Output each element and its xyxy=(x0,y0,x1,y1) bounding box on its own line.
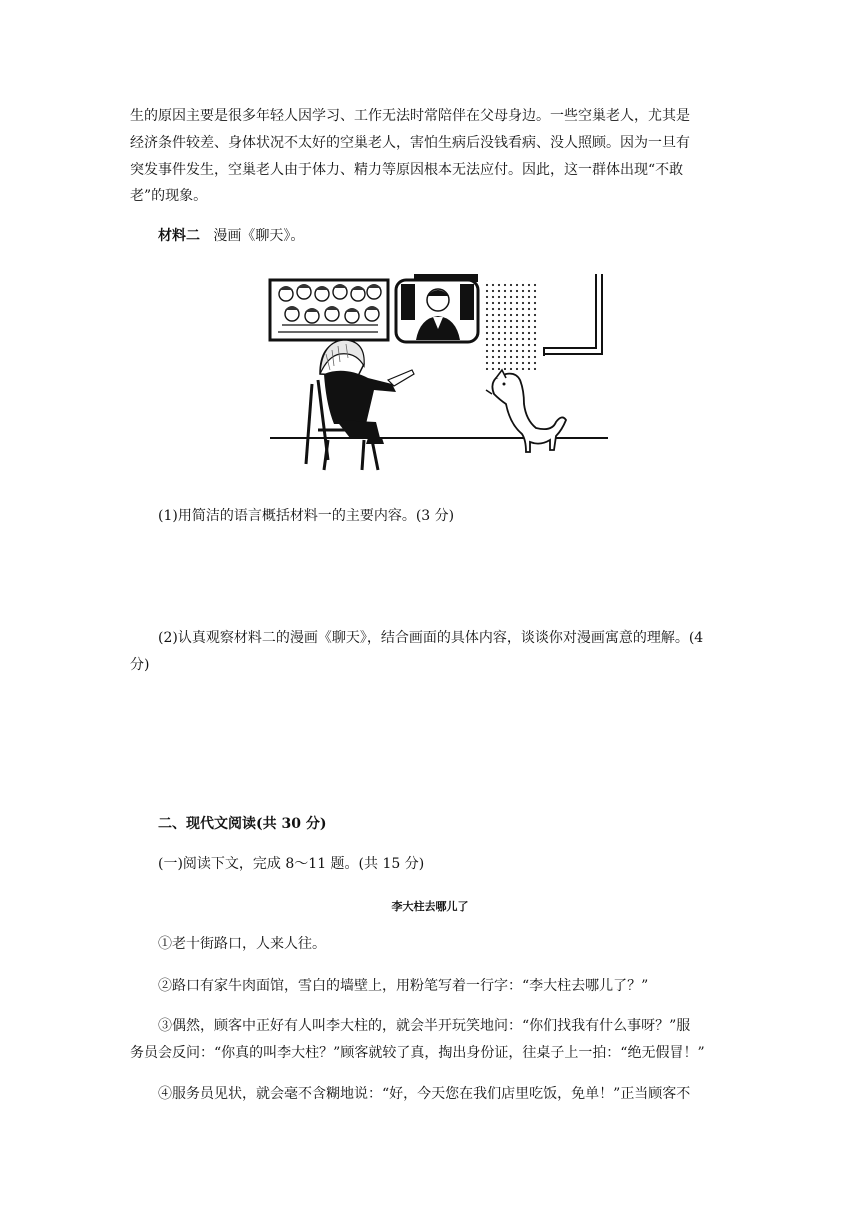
article-line-2: ②路口有家牛肉面馆，雪白的墙壁上，用粉笔写着一行字：“李大柱去哪儿了？” xyxy=(158,978,649,994)
article-line-5: ④服务员见状，就会毫不含糊地说：“好，今天您在我们店里吃饭，免单！”正当顾客不 xyxy=(158,1086,691,1102)
tv-anchor-screen xyxy=(396,274,478,342)
intro-line-4: 老”的现象。 xyxy=(130,188,208,204)
chat-cartoon-image xyxy=(268,270,608,480)
material-two-caption: 漫画《聊天》。 xyxy=(213,228,305,244)
question-2-line-2: 分) xyxy=(130,657,150,673)
material-two-label: 材料二 xyxy=(158,228,200,244)
article-line-3: ③偶然，顾客中正好有人叫李大柱的，就会半开玩笑地问：“你们找我有什么事呀？”服 xyxy=(158,1018,691,1034)
intro-line-1: 生的原因主要是很多年轻人因学习、工作无法时常陪伴在父母身边。一些空巢老人，尤其是 xyxy=(130,108,690,124)
question-2-line-1: (2)认真观察材料二的漫画《聊天》，结合画面的具体内容，谈谈你对漫画寓意的理解。(4 xyxy=(158,630,704,646)
section-two-subheading: (一)阅读下文，完成 8～11 题。(共 15 分) xyxy=(158,856,425,872)
section-two-heading: 二、现代文阅读(共 30 分) xyxy=(158,816,327,832)
dog xyxy=(486,370,566,452)
old-woman xyxy=(320,340,414,444)
tv-crowd-screen xyxy=(270,280,388,340)
question-1: (1)用简洁的语言概括材料一的主要内容。(3 分) xyxy=(158,508,455,524)
material-two-heading xyxy=(158,226,768,246)
intro-line-3: 突发事件发生，空巢老人由于体力、精力等原因根本无法应付。因此，这一群体出现“不敢 xyxy=(130,162,684,178)
article-line-4: 务员会反问：“你真的叫李大柱？”顾客就较了真，掏出身份证，往桌子上一拍：“绝无假冒！” xyxy=(130,1045,705,1061)
intro-line-2: 经济条件较差、身体状况不太好的空巢老人，害怕生病后没钱看病、没人照顾。因为一旦有 xyxy=(130,135,690,151)
article-line-1: ①老十街路口，人来人往。 xyxy=(158,936,326,952)
article-title: 李大柱去哪儿了 xyxy=(391,900,469,913)
